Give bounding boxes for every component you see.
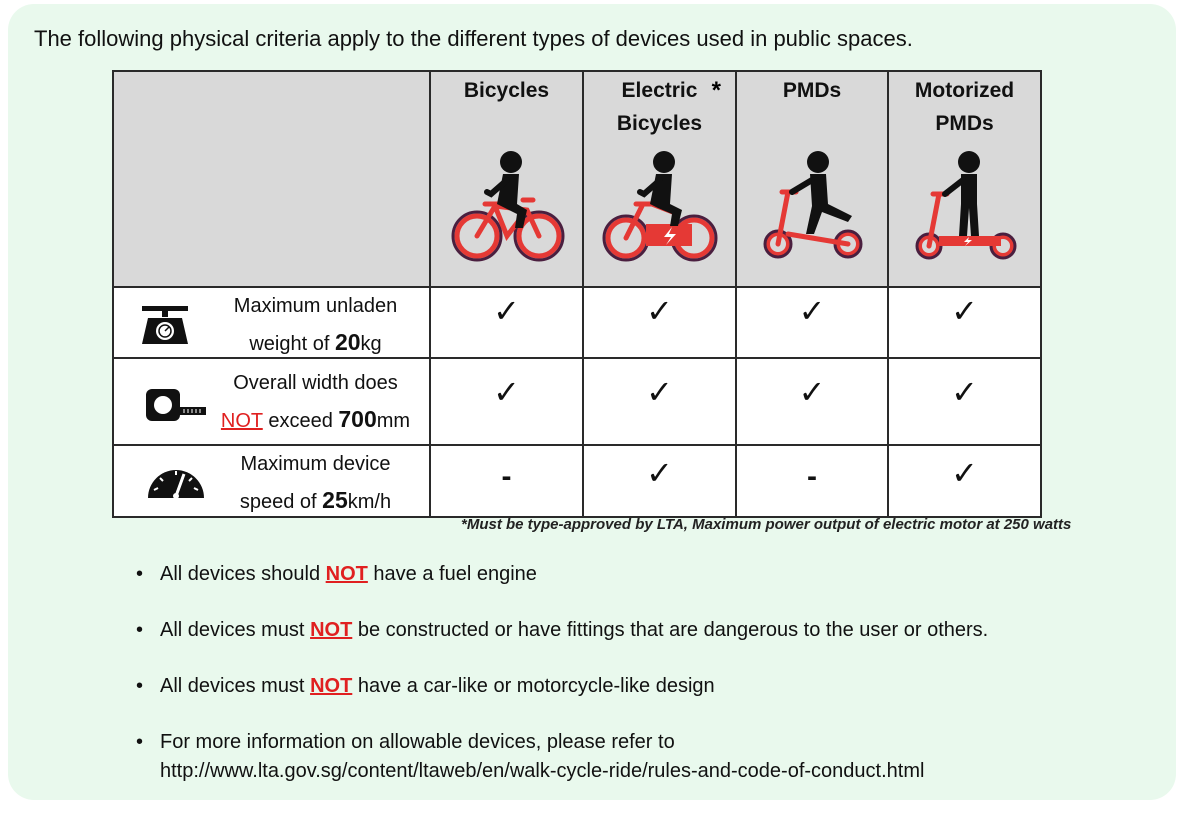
criterion-value: 20 [334, 329, 361, 355]
criterion-line2 [208, 482, 423, 520]
check-mark: ✓ [646, 455, 673, 491]
criteria-row-width [113, 358, 1041, 445]
mark-cell [430, 445, 583, 517]
criteria-row-speed [113, 445, 1041, 517]
rule-pre: All devices should [160, 563, 326, 585]
more-info-item [136, 728, 1136, 786]
criterion-line2 [208, 401, 423, 439]
header-label: PMDs [782, 79, 842, 102]
mark-cell [888, 287, 1041, 358]
criterion-line2 [208, 324, 423, 362]
not-emphasis: NOT [310, 619, 353, 641]
intro-text: The following physical criteria apply to the different types of devices used in public spaces. [34, 26, 913, 51]
not-emphasis: NOT [310, 675, 353, 697]
dash-mark: - [807, 460, 817, 493]
criterion-line1: Overall width does [233, 372, 398, 394]
criterion-cell [113, 358, 430, 445]
mark-cell [888, 445, 1041, 517]
mark-cell [583, 445, 736, 517]
dash-mark: - [501, 460, 512, 493]
person-on-e-scooter-icon [905, 148, 1025, 268]
criterion-unit: mm [376, 410, 411, 432]
mark-cell [736, 445, 888, 517]
check-mark: ✓ [646, 293, 673, 329]
header-label-line2: PMDs [935, 112, 994, 135]
header-electric-bicycles [583, 71, 736, 287]
measuring-tape-icon [144, 387, 208, 423]
criterion-cell [113, 287, 430, 358]
criterion-line1: Maximum device [240, 453, 391, 475]
mark-cell [430, 287, 583, 358]
rule-item [136, 672, 1136, 701]
rule-item [136, 616, 1136, 645]
speedometer-icon [146, 462, 206, 500]
mark-cell [736, 358, 888, 445]
not-emphasis: NOT [325, 563, 368, 585]
mark-cell [583, 287, 736, 358]
criteria-row-weight [113, 287, 1041, 358]
header-label: Bicycles [463, 79, 550, 102]
rule-post: be constructed or have fittings that are dangerous to the user or others. [352, 619, 989, 641]
header-row [113, 71, 1041, 287]
check-mark: ✓ [951, 293, 978, 329]
header-label-line1: Motorized [914, 79, 1015, 102]
check-mark: ✓ [646, 374, 673, 410]
header-label-line2: Bicycles [616, 112, 703, 135]
rule-pre: All devices must [160, 675, 311, 697]
asterisk-marker: * [711, 77, 721, 104]
check-mark: ✓ [493, 374, 520, 410]
criterion-unit: km/h [347, 491, 392, 513]
criterion-line1: Maximum unladen [233, 295, 398, 317]
criterion-pre: weight of [249, 333, 335, 355]
header-pmds [736, 71, 888, 287]
rule-pre: All devices must [160, 619, 311, 641]
criterion-value: 25 [322, 487, 348, 513]
header-bicycles [430, 71, 583, 287]
more-info-url[interactable]: http://www.lta.gov.sg/content/ltaweb/en/walk-cycle-ride/rules-and-code-of-conduct.html [160, 760, 925, 782]
mark-cell [583, 358, 736, 445]
check-mark: ✓ [798, 293, 826, 329]
person-on-bicycle-icon [447, 148, 567, 268]
footnote: *Must be type-approved by LTA, Maximum power output of electric motor at 250 watts [461, 516, 1072, 533]
check-mark: ✓ [798, 374, 826, 410]
criterion-value: 700 [338, 406, 377, 432]
not-emphasis: NOT [220, 410, 263, 432]
rule-item [136, 560, 1136, 589]
mark-cell [888, 358, 1041, 445]
criteria-table [112, 70, 1042, 518]
weighing-scale-icon [140, 304, 190, 346]
mark-cell [736, 287, 888, 358]
header-motorized-pmds [888, 71, 1041, 287]
criterion-pre: exceed [262, 410, 339, 432]
criterion-unit: kg [360, 333, 382, 355]
check-mark: ✓ [493, 293, 520, 329]
more-info-text: For more information on allowable devices, please refer to [160, 731, 675, 753]
person-on-kick-scooter-icon [752, 148, 872, 268]
person-on-electric-bicycle-icon [600, 148, 720, 268]
header-label-line1: Electric [621, 79, 698, 102]
rule-post: have a fuel engine [367, 563, 537, 585]
mark-cell [430, 358, 583, 445]
check-mark: ✓ [951, 374, 978, 410]
criterion-pre: speed of [239, 491, 323, 513]
rule-post: have a car-like or motorcycle-like design [352, 675, 715, 697]
check-mark: ✓ [951, 455, 978, 491]
header-corner-cell [113, 71, 430, 287]
criterion-cell [113, 445, 430, 517]
rules-list [136, 560, 1136, 813]
